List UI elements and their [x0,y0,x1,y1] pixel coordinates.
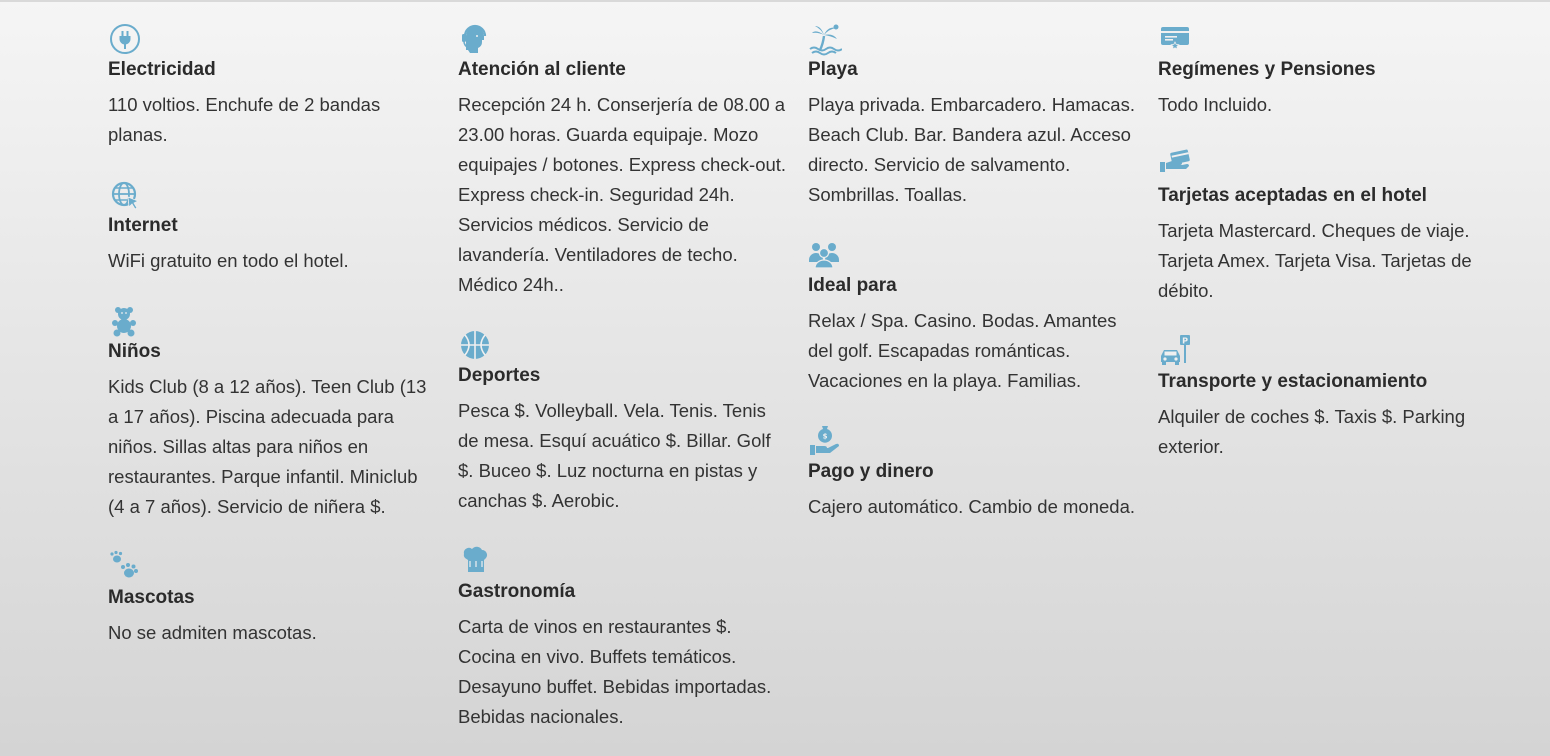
section-deportes [458,328,788,516]
section-title: Internet [108,215,178,236]
hand-money-icon [808,424,842,458]
section-regimenes [1158,22,1488,120]
section-title: Gastronomía [458,581,576,602]
section-text: No se admiten mascotas. [108,622,317,643]
section-text: Tarjeta Mastercard. Cheques de viaje. Tarjeta Amex. Tarjeta Visa. Tarjetas de débito. [1158,220,1472,301]
section-text: Kids Club (8 a 12 años). Teen Club (13 a 17 años). Piscina adecuada para niños. Sillas altas para niños en restaurantes. Parque infantil. Miniclub (4 a 7 años). Servicio de niñera $. [108,376,427,517]
info-column-4 [1158,22,1508,756]
section-internet [108,178,438,276]
globe-cursor-icon [108,178,142,212]
info-column-1 [108,22,458,756]
section-text: Pesca $. Volleyball. Vela. Tenis. Tenis de mesa. Esquí acuático $. Billar. Golf $. Buceo $. Luz nocturna en pistas y canchas $. Aerobic. [458,400,771,511]
section-ideal-para [808,238,1138,396]
section-title: Pago y dinero [808,461,934,482]
section-title: Niños [108,341,161,362]
section-text: Relax / Spa. Casino. Bodas. Amantes del golf. Escapadas románticas. Vacaciones en la playa. Familias. [808,310,1117,391]
section-text: WiFi gratuito en todo el hotel. [108,250,349,271]
section-ninos [108,304,438,522]
hand-card-icon [1158,148,1192,182]
section-title: Mascotas [108,587,195,608]
section-gastronomia [458,544,788,732]
plug-icon [108,22,142,56]
section-title: Tarjetas aceptadas en el hotel [1158,185,1427,206]
section-text: Cajero automático. Cambio de moneda. [808,496,1136,517]
section-text: Carta de vinos en restaurantes $. Cocina en vivo. Buffets temáticos. Desayuno buffet. Bebidas importadas. Bebidas nacionales. [458,616,772,727]
section-title: Ideal para [808,275,897,296]
section-playa [808,22,1138,210]
section-text: 110 voltios. Enchufe de 2 bandas planas. [108,94,381,145]
hotel-info-grid [108,22,1508,756]
palm-beach-icon [808,22,842,56]
info-column-2 [458,22,808,756]
people-group-icon [808,238,842,272]
section-tarjetas [1158,148,1488,306]
voucher-card-icon [1158,22,1192,56]
section-title: Transporte y estacionamiento [1158,371,1428,392]
section-electricidad [108,22,438,150]
section-mascotas [108,550,438,648]
section-pago-dinero [808,424,1138,522]
teddy-bear-icon [108,304,142,338]
top-divider [0,0,1550,2]
section-title: Atención al cliente [458,59,626,80]
section-title: Regímenes y Pensiones [1158,59,1376,80]
paw-icon [108,550,142,584]
section-text: Alquiler de coches $. Taxis $. Parking exterior. [1158,406,1466,457]
car-parking-icon [1158,334,1192,368]
section-title: Electricidad [108,59,216,80]
headset-icon [458,22,492,56]
chef-hat-icon [458,544,492,578]
section-text: Todo Incluido. [1158,94,1273,115]
section-title: Deportes [458,365,541,386]
svg-text:P: P [1182,336,1188,346]
info-column-3 [808,22,1158,756]
section-transporte [1158,334,1488,462]
basketball-icon [458,328,492,362]
svg-text:$: $ [822,432,828,441]
section-atencion-cliente [458,22,788,300]
section-text: Playa privada. Embarcadero. Hamacas. Beach Club. Bar. Bandera azul. Acceso directo. Servicio de salvamento. Sombrillas. Toallas. [808,94,1135,205]
section-text: Recepción 24 h. Conserjería de 08.00 a 23.00 horas. Guarda equipaje. Mozo equipajes / botones. Express check-out. Express check-in. Seguridad 24h. Servicios médicos. Servicio de lavandería. Ventiladores de techo. Médico 24h.. [458,94,787,295]
section-title: Playa [808,59,858,80]
